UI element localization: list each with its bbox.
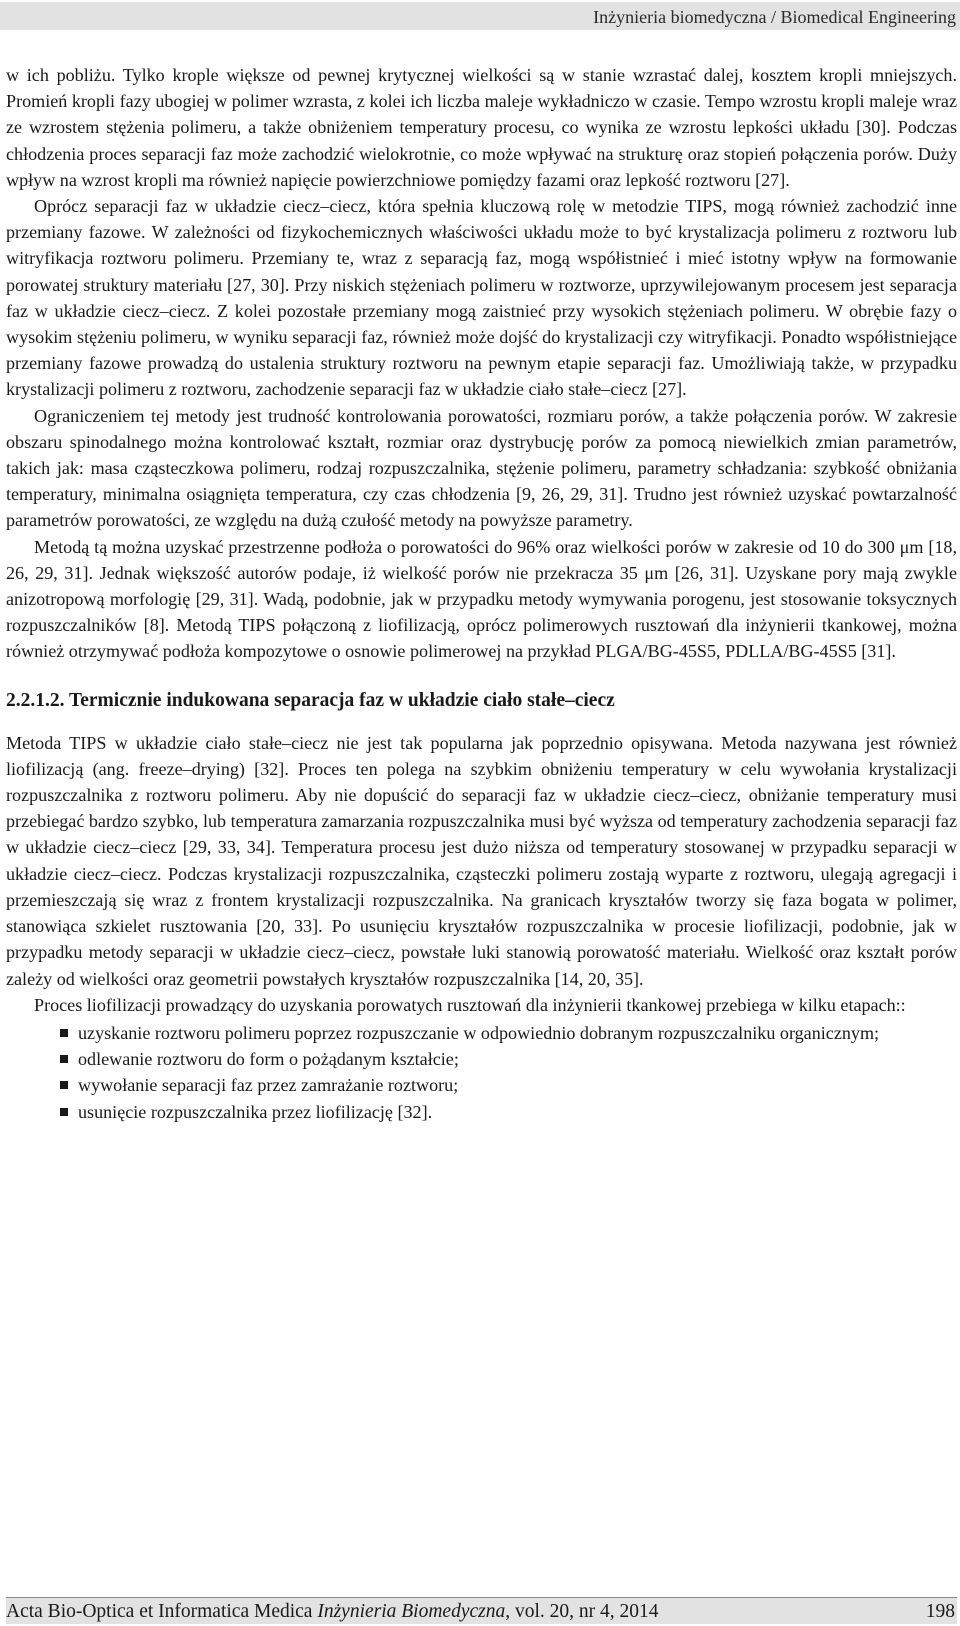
paragraph-2: Oprócz separacji faz w układzie ciecz–ciecz, która spełnia kluczową rolę w metodzie TIPS, mogą również zachodzić inne przemiany fazowe. W zależności od fizykochemicznych właściwości układu może to być krystalizacja polimeru z roztworu lub witryfikacja roztworu polimeru. Przemiany te, wraz z separacją faz, mogą współistnieć i mieć istotny wpływ na formowanie porowatej struktury materiału [27, 30]. Przy niskich stężeniach polimeru w roztworze, uprzywilejowanym procesem jest separacja faz w układzie ciecz–ciecz. Z kolei pozostałe przemiany mogą zaistnieć przy wysokich stężeniach polimeru. W obrębie fazy o wysokim stężeniu polimeru, w wyniku separacji faz, również może dojść do krystalizacji czy witryfikacji. Ponadto współistniejące przemiany fazowe prowadzą do ustalenia struktury roztworu na pewnym etapie separacji faz. Umożliwiają także, w przypadku krystalizacji polimeru z roztworu, zachodzenie separacji faz w układzie ciało stałe–ciecz [27]. xyxy=(6,196,957,400)
list-item-text: odlewanie roztworu do form o pożądanym kształcie; xyxy=(78,1049,459,1070)
footer-volume: , vol. 20, nr 4, 2014 xyxy=(505,1601,659,1622)
paragraph-1: w ich pobliżu. Tylko krople większe od pewnej krytycznej wielkości są w stanie wzrastać dalej, kosztem kropli mniejszych. Promień kropli fazy ubogiej w polimer wzrasta, z kolei ich liczba maleje wykładniczo w czasie. Tempo wzrostu kropli maleje wraz ze wzrostem stężenia polimeru, a także obniżeniem temperatury procesu, co wynika ze wzrostu lepkości układu [30]. Podczas chłodzenia proces separacji faz może zachodzić wielokrotnie, co może wpływać na strukturę oraz stopień połączenia porów. Duży wpływ na wzrost kropli ma również napięcie powierzchniowe pomiędzy fazami oraz lepkość roztworu [27]. xyxy=(6,65,957,190)
list-item xyxy=(6,1099,957,1125)
journal-title: Inżynieria biomedyczna / Biomedical Engineering xyxy=(593,7,956,27)
process-steps-list xyxy=(6,1020,957,1125)
paragraph-6: Proces liofilizacji prowadzący do uzyskania porowatych rusztowań dla inżynierii tkankowej przebiega w kilku etapach:: xyxy=(34,994,906,1015)
square-bullet-icon xyxy=(60,1108,68,1116)
list-item xyxy=(6,1046,957,1072)
paragraph-4: Metodą tą można uzyskać przestrzenne podłoża o porowatości do 96% oraz wielkości porów w zakresie od 10 do 300 μm [18, 26, 29, 31]. Jednak większość autorów podaje, iż wielkość porów nie przekracza 35 μm [26, 31]. Uzyskane pory mają zwykle anizotropową morfologię [29, 31]. Wadą, podobnie, jak w przypadku metody wymywania porogenu, jest stosowanie toksycznych rozpuszczalników [8]. Metodą TIPS połączoną z liofilizacją, oprócz polimerowych rusztowań dla inżynierii tkankowej, można również otrzymywać podłoża kompozytowe o osnowie polimerowej na przykład PLGA/BG-45S5, PDLLA/BG-45S5 [31]. xyxy=(6,536,957,662)
paragraph-3: Ograniczeniem tej metody jest trudność kontrolowania porowatości, rozmiaru porów, a także połączenia porów. W zakresie obszaru spinodalnego można kontrolować kształt, rozmiar oraz dystrybucję porów za pomocą niewielkich zmian parametrów, takich jak: masa cząsteczkowa polimeru, rodzaj rozpuszczalnika, stężenie polimeru, parametry schładzania: szybkość obniżania temperatury, minimalna osiągnięta temperatura, czy czas chłodzenia [9, 26, 29, 31]. Trudno jest również uzyskać powtarzalność parametrów porowatości, ze względu na dużą czułość metody na powyższe parametry. xyxy=(6,405,957,531)
list-item xyxy=(6,1020,957,1046)
list-item-text: usunięcie rozpuszczalnika przez liofilizację [32]. xyxy=(78,1101,433,1122)
list-item xyxy=(6,1072,957,1098)
running-header xyxy=(0,2,960,30)
page-number: 198 xyxy=(925,1601,955,1622)
section-heading: 2.2.1.2. Termicznie indukowana separacja faz w układzie ciało stałe–ciecz xyxy=(6,689,615,711)
list-item-text: wywołanie separacji faz przez zamrażanie roztworu; xyxy=(78,1075,459,1096)
footer-citation xyxy=(6,1599,659,1625)
footer-journal: Acta Bio-Optica et Informatica Medica xyxy=(6,1601,318,1622)
paragraph-5: Metoda TIPS w układzie ciało stałe–ciecz nie jest tak popularna jak poprzednio opisywana. Metoda nazywana jest również liofilizacją (ang. freeze–drying) [32]. Proces ten polega na szybkim obniżeniu temperatury w celu wywołania krystalizacji rozpuszczalnika z roztworu polimeru. Aby nie dopuścić do separacji faz w układzie ciecz–ciecz, obniżanie temperatury musi przebiegać bardzo szybko, lub temperatura zamarzania rozpuszczalnika musi być wyższa od temperatury zachodzenia separacji faz w układzie ciecz–ciecz [29, 33, 34]. Temperatura procesu jest dużo niższa od temperatury stosowanej w przypadku separacji w układzie ciecz–ciecz. Podczas krystalizacji rozpuszczalnika, cząsteczki polimeru zostają wyparte z roztworu, ulegają agregacji i przemieszczają się wraz z frontem krystalizacji rozpuszczalnika. Na granicach kryształów tworzy się faza bogata w polimer, stanowiąca szkielet rusztowania [20, 33]. Po usunięciu kryształów rozpuszczalnika w procesie liofilizacji, podobnie, jak w przypadku metody separacji w układzie ciecz–ciecz, powstałe luki stanowią porowatość materiału. Wielkość oraz kształt porów zależy od wielkości oraz geometrii powstałych kryształów rozpuszczalnika [14, 20, 35]. xyxy=(6,732,957,989)
article-body xyxy=(6,62,957,1125)
square-bullet-icon xyxy=(60,1029,68,1037)
square-bullet-icon xyxy=(60,1081,68,1089)
list-item-text: uzyskanie roztworu polimeru poprzez rozpuszczanie w odpowiednio dobranym rozpuszczalniku organicznym; xyxy=(78,1022,880,1043)
running-footer xyxy=(6,1597,957,1624)
footer-journal-italic: Inżynieria Biomedyczna xyxy=(317,1601,506,1622)
square-bullet-icon xyxy=(60,1055,68,1063)
